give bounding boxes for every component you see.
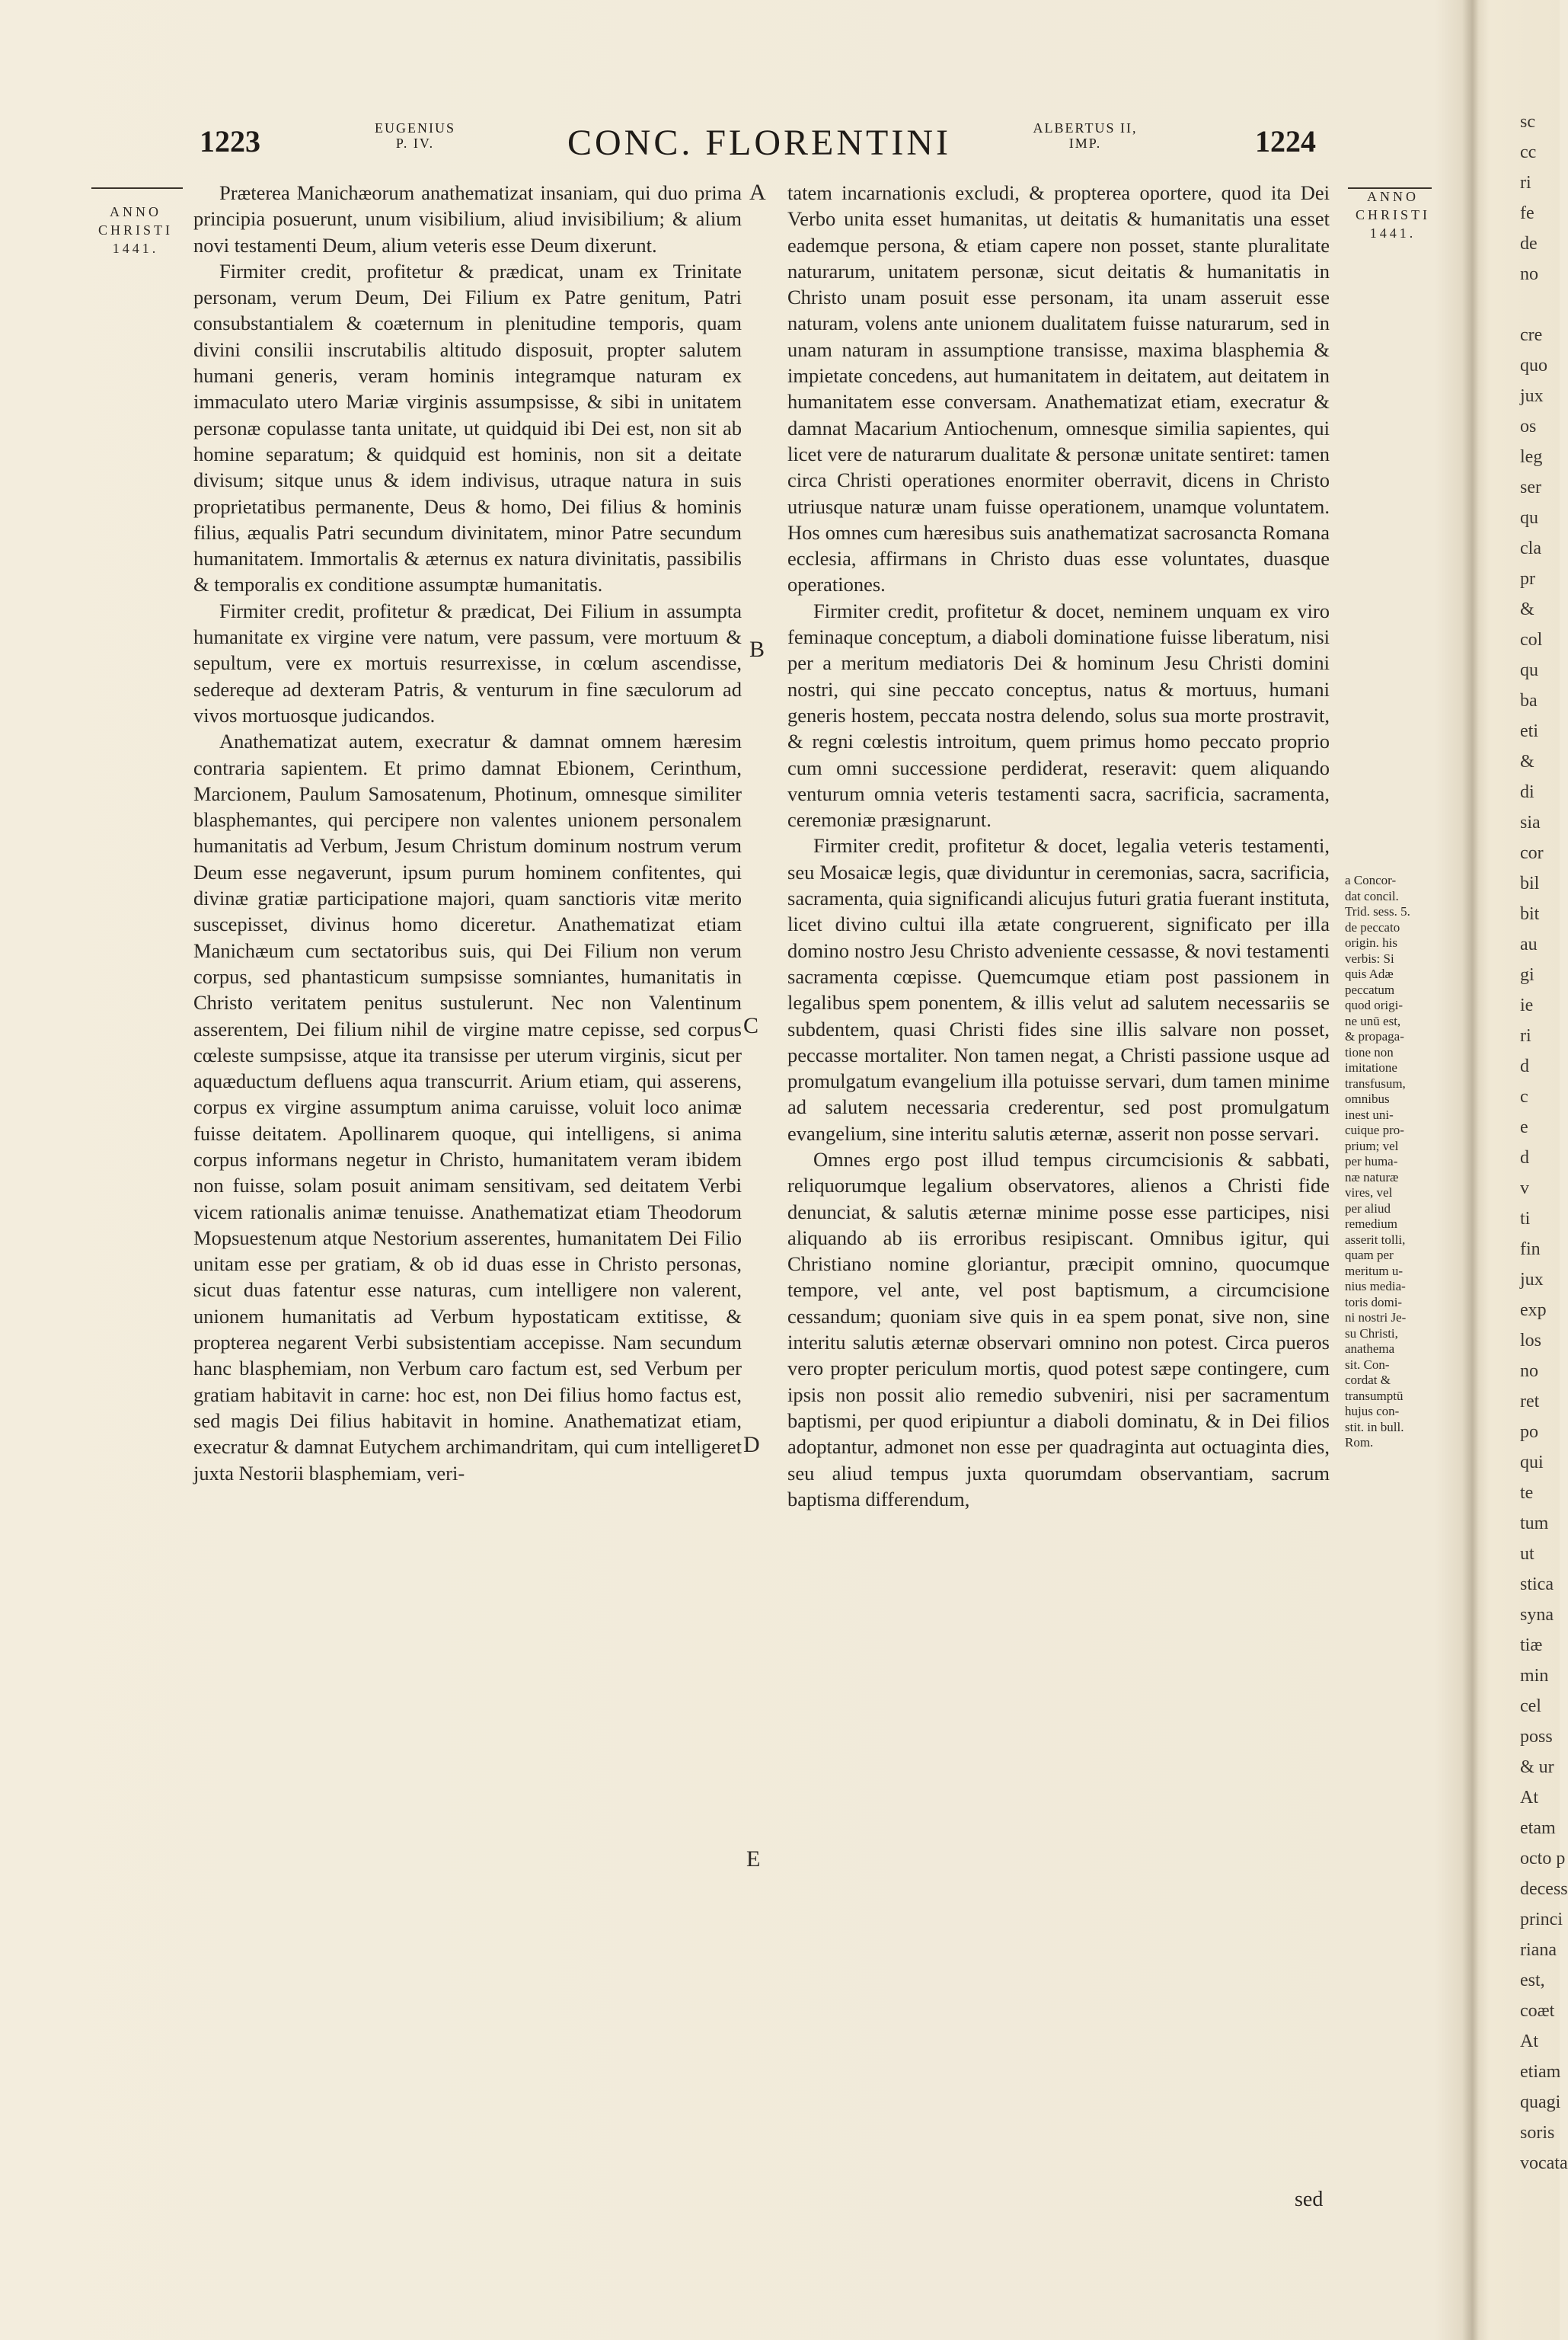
marginal-note-line: verbis: Si (1345, 951, 1394, 966)
marginal-note-line: hujus con- (1345, 1404, 1400, 1418)
margin-rule-left (91, 187, 183, 189)
marginal-note-line: vires, vel (1345, 1185, 1393, 1200)
marginal-note-line: sit. Con- (1345, 1357, 1390, 1372)
marginal-note-line: meritum u- (1345, 1263, 1404, 1278)
page-title: CONC. FLORENTINI (567, 123, 951, 163)
marginal-note-line: inest uni- (1345, 1107, 1394, 1122)
marginal-note-line: imitatione (1345, 1060, 1397, 1075)
facing-page-fragment: sc cc ri fe de no cre quo jux os leg ser qu cla pr & col qu ba eti & di sia cor bil bit au gi ie ri d c e d v ti fin jux exp los no ret po qui te tum ut stica syna tiæ min cel poss & ur At etam octo p decess princi riana est, coæt At etiam quagi soris vocata (1520, 112, 1568, 2173)
paragraph-eutyches-continued: tatem incarnationis excludi, & propterea oportere, quod ita Dei Verbo unita esset humanitas, ut deitatis & humanitatis una esset eademque persona, & etiam capere non posset, stante pluralitate naturarum, unitatem personæ, sicut deitatis & humanitatis in Christo unam posuit esse personam, ita unam asseruit esse naturam, volens ante unionem dualitatem fuisse naturarum, sed in unam naturam in assumptione transisse, maxima blasphemia & impietate concedens, aut humanitatem in deitatem, aut deitatem in humanitatem esse conversam. Anathematizat etiam, execratur & damnat Macarium Antiochenum, omnesque similia sapientes, qui licet vere de naturarum dualitate & personæ unitate sentiret: tamen circa Christi operationes enormiter oberravit, dicens in Christo utriusque naturæ unam fuisse operationem, unamque voluntatem. Hos omnes cum hæresibus suis anathematizat sacrosancta Romana ecclesia, affirmans in Christo duas esse voluntates, duasque operationes. (787, 181, 1330, 596)
marginal-note-line: ni nostri Je- (1345, 1310, 1407, 1325)
marginal-note-line: per huma- (1345, 1154, 1398, 1168)
marginal-note-line: peccatum (1345, 982, 1395, 997)
section-letter-c: C (743, 1013, 759, 1038)
marginal-note-line: a Concor- (1345, 873, 1397, 887)
marginal-note-line: Trid. sess. 5. (1345, 904, 1410, 919)
header-emperor (1020, 120, 1150, 151)
paragraph-heresies: Anathematizat autem, execratur & damnat omnem hæresim contraria sapientem. Et primo damnat Ebionem, Cerinthum, Marcionem, Paulum Samosatenum, Photinum, omnesque similiter blasphemantes, qui percipere non valentes unionem personalem humanitatis ad Verbum, Jesum Christum dominum nostrum verum Deum esse negaverunt, ipsum purum hominem confitentes, qui divinæ gratiæ participatione majori, quam sanctioris vitæ merito suscepisset, divinus homo diceretur. Anathematizat etiam Manichæum cum sectatoribus suis, qui Dei Filium non verum corpus, sed phantasticum sumpsisse somniantes, humanitatis in Christo veritatem penitus sustulerunt. Nec non Valentinum asserentem, Dei filium nihil de virgine matre cepisse, sed corpus cœleste sumpsisse, atque ita transisse per uterum virginis, sicut per aquæductum defluens aqua transcurrit. Arium etiam, qui asserens, corpus ex virgine assumptum anima caruisse, voluit loco animæ fuisse deitatem. Apollinarem quoque, qui intelligens, si anima corpus informans negetur in Christo, humanitatem veram ibidem non fuisse, solam posuit animam sensitivam, sed deitatem Verbi vicem rationalis animæ tenuisse. Anathematizat etiam Theodorum Mopsuestenum atque Nestorium asserentes, humanitatem Dei Filio unitam esse per gratiam, & ob id duas esse in Christo personas, sicut duas fatentur esse naturas, cum intelligere non valerent, unionem humanitatis ad Verbum hypostaticam extitisse, & propterea negarent Verbi subsistentiam accepisse. Nam secundum hanc blasphemiam, non Verbum caro factum est, sed Verbum per gratiam habitavit in carne: hoc est, non Dei filius homo factus est, sed magis Dei filius habitavit in homine. Anathematizat etiam, execratur & damnat Eutychem archimandritam, qui cum intelligeret juxta Nestorii blasphemiam, veri- (193, 730, 742, 1485)
marginal-note-line: transumptū (1345, 1388, 1404, 1403)
paragraph-old-law: Firmiter credit, profitetur & docet, legalia veteris testamenti, seu Mosaicæ legis, quæ dividuntur in ceremonias, sacra, sacrificia, sacramenta, quia significandi alicujus futuri gratia fuerant instituta, licet divino cultui illa ætate congruerent, significato per illa domino nostro Jesu Christo adveniente cessasse, & novi testamenti sacramenta cœpisse. Quemcumque etiam post passionem in legalibus spem ponentem, & illis velut ad salutem necessariis se subdentem, quasi Christi fides sine illis salvare non posset, peccasse mortaliter. Non tamen negat, a Christi passione usque ad promulgatum evangelium illa potuisse servari, dum tamen minime ad salutem necessaria crederentur, sed post promulgatum evangelium, sine interitu salutis æternæ, asserit non posse servari. (787, 834, 1330, 1145)
paragraph-circumcision: Omnes ergo post illud tempus circumcisionis & sabbati, reliquorumque legalium observatores, alienos a Christi fide denunciat, & salutis æternæ minime posse esse participes, nisi aliquando ab iis erroribus resipiscant. Omnibus igitur, qui Christiano nomine gloriantur, præcipit omnino, quocumque tempore, vel ante, vel post baptismum, a circumcisione cessandum; quoniam sive quis in ea spem ponat, sive non, sine interitu salutis æternæ observari omnino non potest. Circa pueros vero propter periculum mortis, quod potest sæpe contingere, cum ipsis non possit alio remedio subveniri, nisi per sacramentum baptismi, per quod eripiuntur a diaboli dominatu, & in Dei filios adoptantur, admonet non esse per quadraginta aut octuaginta dies, seu aliud tempus juxta quorumdam observantiam, sacrum baptisma differendum, (787, 1147, 1330, 1510)
paragraph-incarnation: Firmiter credit, profitetur & prædicat, unam ex Trinitate personam, verum Deum, Dei Filium ex Patre genitum, Patri consubstantialem & coæternum in plenitudine temporis, quam divini consilii inscrutabilis altitudo disposuit, propter salutem humani generis, veram hominis integramque naturam ex immaculato utero Mariæ virginis assumpsisse, & sibi in unitatem personæ copulasse tanta unitate, ut quidquid ibi Dei est, non sit ab homine separatum; & quidquid est hominis, non sit a deitate divisum; sitque unus & idem indivisus, utraque natura in suis proprietatibus permanente, Deus & homo, Dei filius & hominis filius, æqualis Patri secundum divinitatem, minor Patre secundum humanitatem. Immortalis & æternus ex natura divinitatis, passibilis & temporalis ex conditione assumptæ humanitatis. (193, 259, 742, 596)
marginal-note-line: dat concil. (1345, 888, 1399, 903)
marginal-note-line: & propaga- (1345, 1029, 1404, 1044)
margin-year-left-christi: CHRISTI (97, 222, 173, 238)
marginal-note-line: prium; vel (1345, 1138, 1399, 1153)
margin-year-left-number: 1441. (112, 241, 159, 256)
marginal-note-line: Rom. (1345, 1435, 1374, 1450)
binding-gutter (1462, 0, 1479, 2340)
marginal-note-line: anathema (1345, 1341, 1395, 1356)
text-column-left (193, 180, 742, 1486)
marginal-note-line: transfusum, (1345, 1076, 1406, 1091)
margin-year-left-anno: ANNO (110, 204, 161, 219)
marginal-note-line: asserit tolli, (1345, 1232, 1406, 1247)
marginal-note-line: per aliud (1345, 1200, 1391, 1216)
catchword: sed (1295, 2188, 1324, 2211)
marginal-note-line: næ naturæ (1345, 1169, 1399, 1184)
margin-year-right-anno: ANNO (1367, 189, 1419, 204)
margin-year-right-number: 1441. (1369, 225, 1416, 241)
header-pope-title: P. IV. (395, 136, 435, 151)
marginal-note-line: quod origi- (1345, 998, 1404, 1012)
marginal-note-line: quam per (1345, 1248, 1394, 1262)
header-emperor-title: IMP. (1068, 136, 1102, 151)
margin-year-right (1343, 187, 1442, 242)
marginal-note-line: omnibus (1345, 1092, 1390, 1106)
marginal-note-line: su Christi, (1345, 1325, 1398, 1341)
section-letter-a: A (749, 180, 766, 205)
marginal-note-line: quis Adæ (1345, 967, 1394, 981)
paragraph-original-sin: Firmiter credit, profitetur & docet, neminem unquam ex viro feminaque conceptum, a diaboli dominatione fuisse liberatum, nisi per a meritum mediatoris Dei & hominum Jesu Christi domini nostri, qui sine peccato conceptus, natus & mortuus, humani generis hostem, peccata nostra delendo, solus sua morte prostravit, & regni cœlestis introitum, quem primus homo peccato proprio cum omni successione perdiderat, reseravit: quem aliquando venturum omnia veteris testamenti sacra, sacrificia, sacramenta, ceremoniæ præsignarunt. (787, 599, 1330, 832)
margin-year-left (82, 203, 189, 257)
marginal-note-line: origin. his (1345, 935, 1397, 950)
section-letter-d: D (743, 1432, 760, 1457)
paragraph-passion: Firmiter credit, profitetur & prædicat, Dei Filium in assumpta humanitate ex virgine vere natum, vere passum, vere mortuum & sepultum, vere ex mortuis resurrexisse, in cœlum ascendisse, sedereque ad dexteram Patris, & venturum in fine sæculorum ad vivos mortuosque judicandos. (193, 599, 742, 727)
marginal-note-line: nius media- (1345, 1279, 1406, 1293)
section-letter-e: E (746, 1846, 761, 1872)
marginal-note-council-of-trent (1345, 873, 1444, 1451)
header-emperor-name: ALBERTUS II, (1033, 120, 1138, 136)
page-number-right: 1224 (1255, 124, 1316, 158)
marginal-note-line: cordat & (1345, 1373, 1391, 1387)
marginal-note-line: remedium (1345, 1216, 1397, 1231)
running-header (0, 114, 1416, 168)
marginal-note-line: tione non (1345, 1044, 1394, 1060)
page-number-left: 1223 (200, 124, 260, 158)
marginal-note-line: stit. in bull. (1345, 1419, 1404, 1434)
marginal-note-line: cuique pro- (1345, 1123, 1404, 1137)
marginal-note-line: toris domi- (1345, 1294, 1403, 1309)
marginal-note-line: de peccato (1345, 919, 1400, 935)
text-column-right (787, 180, 1330, 1512)
margin-year-right-christi: CHRISTI (1355, 207, 1430, 222)
header-pope-name: EUGENIUS (375, 120, 455, 136)
section-letter-b: B (749, 637, 765, 662)
paragraph-manichaeans: Præterea Manichæorum anathematizat insaniam, qui duo prima principia posuerunt, unum visibilium, aliud invisibilium; & alium novi testamenti Deum, alium veteris esse Deum dixerunt. (193, 181, 742, 257)
header-pope (358, 120, 472, 151)
marginal-note-line: ne unū est, (1345, 1013, 1401, 1028)
